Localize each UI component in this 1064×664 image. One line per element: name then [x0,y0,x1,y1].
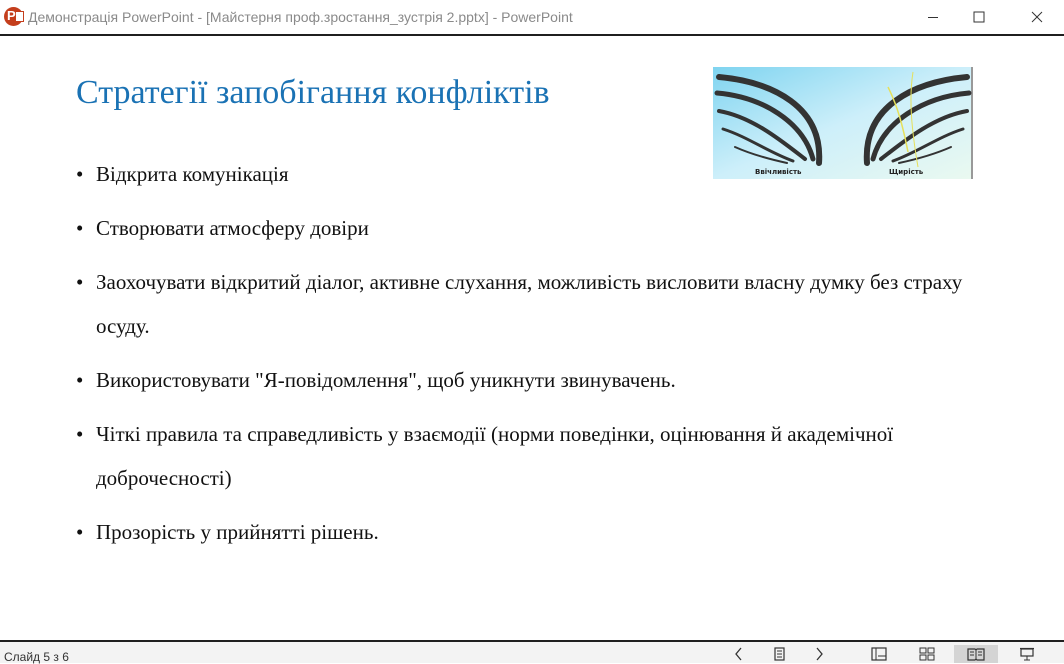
wing-right-label: Щирість [889,168,924,176]
bullet-item: • Створювати атмосферу довіри [76,216,369,240]
next-icon [813,647,825,661]
close-icon [1031,11,1043,23]
slide-canvas [0,36,1064,640]
wing-left-label: Ввічливість [755,168,802,176]
bullet-list [76,152,976,564]
powerpoint-icon: P [4,7,23,26]
slide-title: Стратегії запобігання конфліктів [76,74,550,111]
reading-view-icon [967,647,985,661]
next-button[interactable] [804,645,834,663]
title-bar [0,0,1064,34]
slide-sorter-button[interactable] [912,645,942,663]
slide-sorter-icon [919,647,935,661]
slide-counter: Слайд 5 з 6 [4,650,69,664]
bullet-item: • Відкрита комунікація [76,162,289,186]
slideshow-icon [1019,647,1035,661]
close-button[interactable] [1014,0,1060,34]
window-title: Демонстрація PowerPoint - [Майстерня проф.зростання_зустрія 2.pptx] - PowerPoint [28,9,573,25]
bullet-item: • Прозорість у прийнятті рішень. [76,520,379,544]
slideshow-button[interactable] [1012,645,1042,663]
previous-icon [733,647,745,661]
status-bar [0,642,1064,663]
normal-view-icon [871,647,887,661]
maximize-icon [973,11,985,23]
reading-view-button[interactable] [954,645,998,663]
maximize-button[interactable] [956,0,1002,34]
slide-menu-icon [772,647,786,661]
bullet-item: • Чіткі правила та справедливість у взаємодії (норми поведінки, оцінювання й академічної доброчесності) [76,422,894,490]
slide-menu-button[interactable] [764,645,794,663]
minimize-icon [927,11,939,23]
minimize-button[interactable] [910,0,956,34]
previous-button[interactable] [724,645,754,663]
bullet-item: • Використовувати "Я-повідомлення", щоб уникнути звинувачень. [76,368,676,392]
bullet-item: • Заохочувати відкритий діалог, активне слухання, можливість висловити власну думку без страху осуду. [76,270,963,338]
normal-view-button[interactable] [864,645,894,663]
